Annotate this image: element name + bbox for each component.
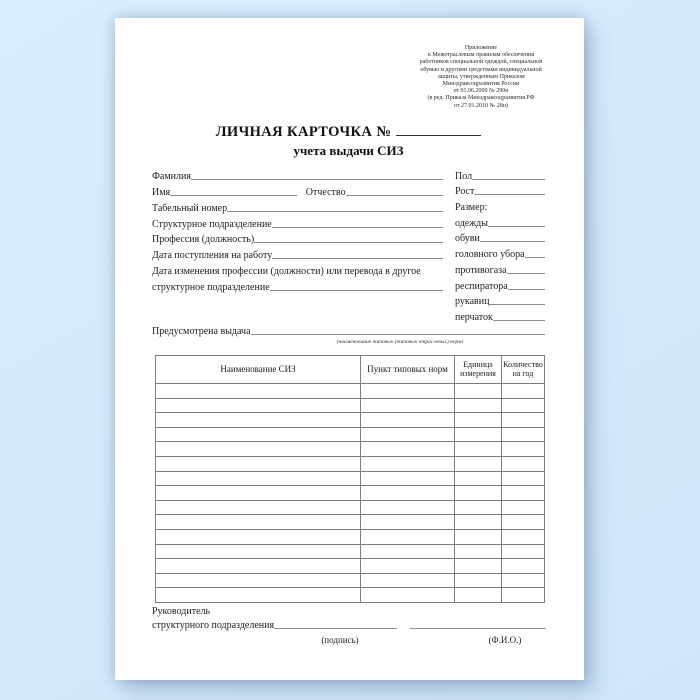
table-empty-cell — [361, 500, 455, 515]
table-empty-row — [156, 413, 545, 428]
table-empty-row — [156, 384, 545, 399]
table-empty-cell — [455, 456, 502, 471]
table-empty-cell — [156, 456, 361, 471]
form-title — [152, 124, 545, 159]
size-fields-right — [455, 166, 545, 323]
appendix-note — [414, 45, 548, 110]
siz-issue-table — [155, 355, 545, 603]
field-label: одежды — [455, 217, 488, 229]
field-sex — [455, 166, 545, 182]
blank-line — [507, 273, 545, 274]
table-empty-cell — [361, 456, 455, 471]
table-empty-cell — [361, 559, 455, 574]
document-page — [115, 18, 584, 680]
blank-line — [472, 179, 545, 180]
col-header-qty-per-year: Количество на год — [502, 356, 545, 384]
appendix-line: от 01.06.2009 № 290н — [453, 88, 509, 95]
footer-signature-row — [152, 615, 546, 631]
field-issue-norms — [152, 321, 545, 337]
table-empty-row — [156, 486, 545, 501]
table-empty-cell — [502, 573, 545, 588]
table-empty-cell — [455, 515, 502, 530]
table-empty-row — [156, 427, 545, 442]
field-shoe-size — [455, 229, 545, 245]
table-empty-cell — [455, 588, 502, 603]
field-label: головного убора — [455, 249, 525, 261]
blank-line — [251, 334, 545, 335]
table-header-row — [156, 356, 545, 384]
table-empty-cell — [156, 544, 361, 559]
issue-norms-caption: (наименование типовых (типовых отраслевых) норм) — [336, 339, 464, 345]
name-blank-line — [410, 628, 546, 629]
field-label: Структурное подразделение — [152, 218, 272, 230]
table-empty-cell — [502, 456, 545, 471]
table-empty-cell — [156, 442, 361, 457]
appendix-line: (в ред. Приказа Минздравсоцразвития РФ — [427, 95, 535, 102]
field-change-date-text — [152, 261, 443, 277]
table-empty-cell — [502, 559, 545, 574]
field-label: рукавиц — [455, 296, 490, 308]
table-empty-row — [156, 398, 545, 413]
signature-blank-line — [274, 628, 397, 629]
table-empty-cell — [156, 384, 361, 399]
table-empty-row — [156, 529, 545, 544]
table-empty-cell — [361, 442, 455, 457]
blank-line — [474, 194, 545, 195]
field-label: Дата поступления на работу — [152, 250, 273, 262]
appendix-line: Минздравсоцразвития России — [442, 81, 520, 88]
table-empty-cell — [156, 427, 361, 442]
table-empty-cell — [156, 515, 361, 530]
field-label: Дата изменения профессии (должности) или перевода в другое — [152, 266, 421, 278]
field-label: респиратора — [455, 280, 508, 292]
table-empty-row — [156, 573, 545, 588]
appendix-line: Приложение — [464, 45, 498, 51]
table-empty-cell — [455, 486, 502, 501]
field-department — [152, 214, 443, 230]
blank-line — [227, 211, 443, 212]
table-empty-cell — [361, 515, 455, 530]
table-empty-cell — [455, 529, 502, 544]
field-label: Профессия (должность) — [152, 234, 255, 246]
field-label: обуви — [455, 233, 480, 245]
field-label: Отчество — [305, 186, 346, 198]
table-empty-row — [156, 456, 545, 471]
appendix-line: к Межотраслевым правилам обеспечения — [428, 52, 534, 59]
blank-line — [346, 195, 443, 196]
table-empty-cell — [361, 398, 455, 413]
table-empty-cell — [502, 500, 545, 515]
form-title-line1 — [152, 124, 545, 141]
table-empty-cell — [156, 529, 361, 544]
table-empty-cell — [455, 384, 502, 399]
table-empty-cell — [361, 544, 455, 559]
table-empty-cell — [156, 588, 361, 603]
siz-table-body — [156, 384, 545, 603]
field-label: Табельный номер — [152, 202, 228, 214]
field-label: Фамилия — [152, 170, 191, 182]
fullname-caption: (Ф.И.О.) — [488, 635, 522, 645]
table-empty-cell — [502, 398, 545, 413]
blank-line — [525, 257, 545, 258]
blank-line — [489, 304, 545, 305]
table-empty-cell — [361, 529, 455, 544]
table-empty-cell — [502, 515, 545, 530]
table-empty-cell — [502, 384, 545, 399]
size-header — [455, 197, 545, 213]
table-empty-row — [156, 500, 545, 515]
field-gasmask-size — [455, 260, 545, 276]
signature-caption: (подпись) — [321, 635, 359, 645]
appendix-line: работников специальной одеждой, специальной — [419, 59, 543, 66]
field-profession — [152, 230, 443, 246]
table-empty-cell — [455, 427, 502, 442]
table-empty-cell — [502, 486, 545, 501]
table-empty-row — [156, 559, 545, 574]
field-label: перчаток — [455, 311, 493, 323]
card-number-blank-line — [396, 125, 481, 136]
field-department-transfer — [152, 277, 443, 293]
table-empty-row — [156, 588, 545, 603]
table-empty-cell — [156, 413, 361, 428]
table-empty-cell — [455, 471, 502, 486]
siz-table-header — [156, 356, 545, 384]
appendix-line: защиты, утвержденным Приказом — [437, 73, 525, 80]
blank-line — [270, 290, 443, 291]
field-surname — [152, 166, 443, 182]
personal-fields-left — [152, 166, 443, 293]
table-empty-cell — [455, 413, 502, 428]
field-label: Пол — [455, 170, 473, 182]
table-empty-row — [156, 544, 545, 559]
col-header-siz-name: Наименование СИЗ — [156, 356, 361, 384]
table-empty-row — [156, 515, 545, 530]
table-empty-cell — [455, 442, 502, 457]
field-hire-date — [152, 245, 443, 261]
table-empty-cell — [502, 413, 545, 428]
appendix-line: от 27.01.2010 № 28н) — [454, 102, 508, 109]
footer-department-label: структурного подразделения — [152, 620, 275, 631]
field-label: Предусмотрена выдача — [152, 326, 251, 337]
table-empty-cell — [455, 398, 502, 413]
form-title-text: ЛИЧНАЯ КАРТОЧКА № — [215, 124, 392, 140]
field-clothing-size — [455, 213, 545, 229]
table-empty-cell — [361, 573, 455, 588]
table-empty-cell — [156, 486, 361, 501]
field-label: Рост — [455, 186, 475, 198]
field-headgear-size — [455, 244, 545, 260]
table-empty-cell — [455, 559, 502, 574]
blank-line — [254, 242, 443, 243]
table-empty-row — [156, 471, 545, 486]
table-empty-cell — [361, 413, 455, 428]
table-empty-cell — [455, 573, 502, 588]
table-empty-cell — [502, 471, 545, 486]
table-empty-cell — [156, 559, 361, 574]
table-empty-cell — [361, 384, 455, 399]
table-empty-cell — [361, 471, 455, 486]
table-empty-cell — [502, 427, 545, 442]
form-title-line2: учета выдачи СИЗ — [293, 143, 404, 158]
table-empty-cell — [502, 442, 545, 457]
col-header-unit: Единица измерения — [455, 356, 502, 384]
table-empty-cell — [156, 398, 361, 413]
table-empty-cell — [455, 544, 502, 559]
field-label: структурное подразделение — [152, 282, 270, 294]
field-height — [455, 182, 545, 198]
table-empty-cell — [502, 529, 545, 544]
blank-line — [488, 226, 545, 227]
appendix-line: обувью и другими средствами индивидуальной — [420, 66, 542, 73]
field-label: Имя — [152, 186, 171, 198]
field-personnel-number — [152, 198, 443, 214]
blank-line — [272, 227, 443, 228]
table-empty-cell — [502, 544, 545, 559]
table-empty-cell — [156, 573, 361, 588]
table-empty-cell — [156, 471, 361, 486]
field-respirator-size — [455, 276, 545, 292]
field-mittens-size — [455, 292, 545, 308]
table-empty-row — [156, 442, 545, 457]
table-empty-cell — [455, 500, 502, 515]
field-label: Размер: — [455, 202, 488, 214]
blank-line — [272, 258, 443, 259]
table-empty-cell — [361, 486, 455, 501]
footer-manager-label: Руководитель — [152, 606, 211, 617]
table-empty-cell — [361, 427, 455, 442]
blank-line — [191, 179, 443, 180]
field-name-patronymic — [152, 182, 443, 198]
table-empty-cell — [361, 588, 455, 603]
blank-line — [170, 195, 297, 196]
col-header-norm-clause: Пункт типовых норм — [361, 356, 455, 384]
blank-line — [508, 289, 545, 290]
table-empty-cell — [502, 588, 545, 603]
blank-line — [480, 241, 545, 242]
table-empty-cell — [156, 500, 361, 515]
field-label: противогаза — [455, 264, 507, 276]
